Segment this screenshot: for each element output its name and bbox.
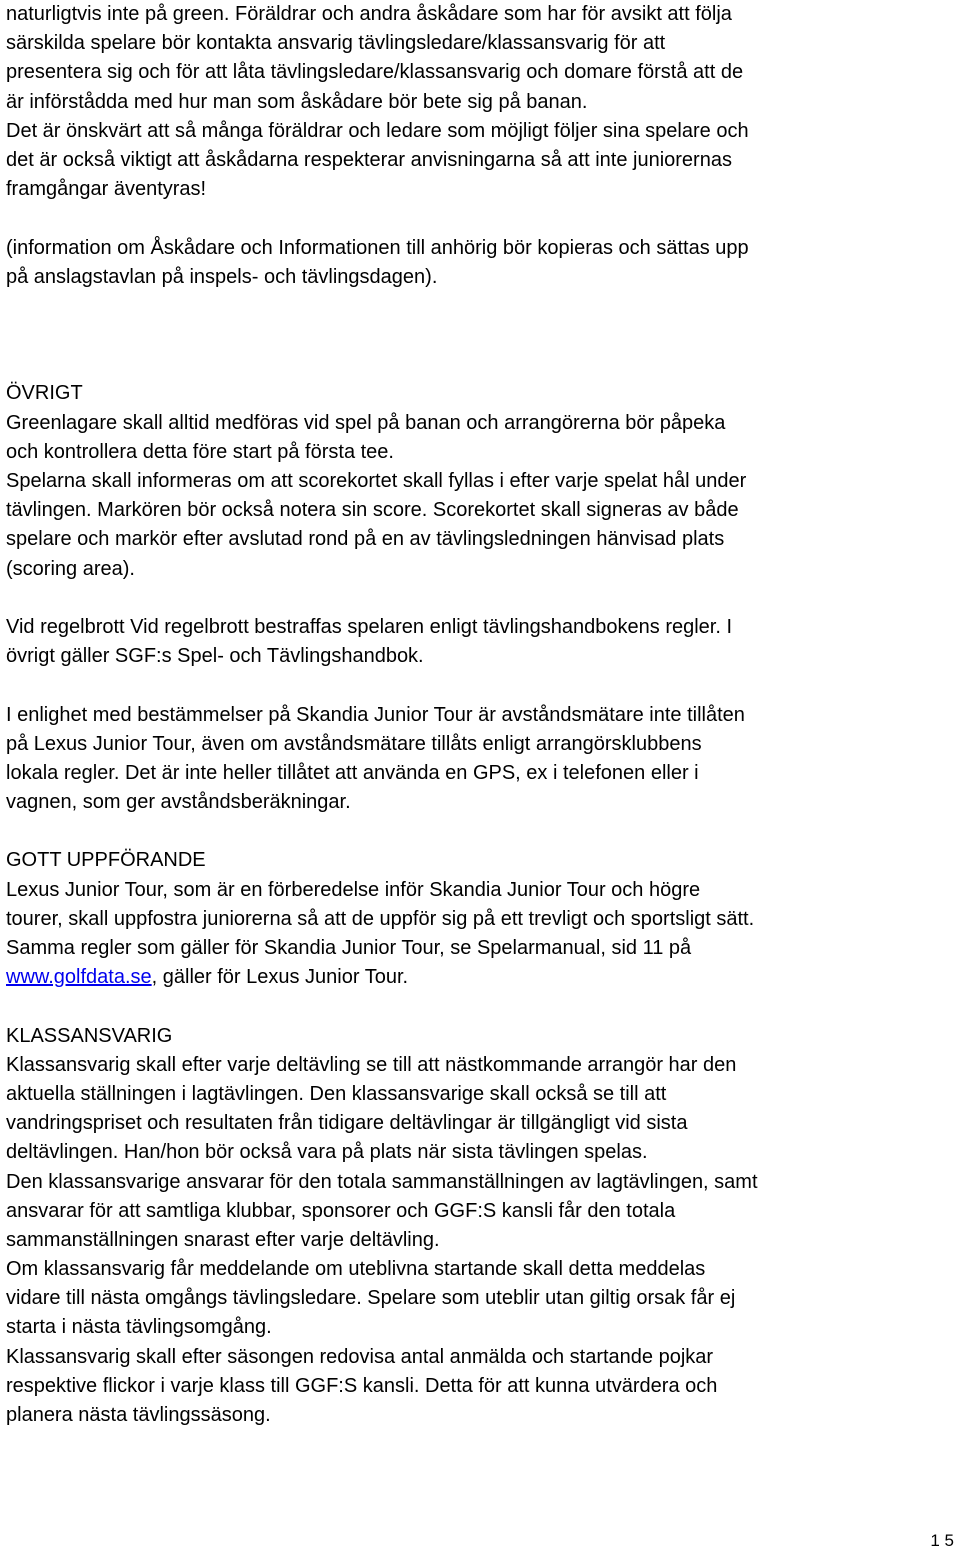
- text-line: vandringspriset och resultaten från tidigare deltävlingar är tillgängligt vid sista: [6, 1112, 688, 1135]
- text-line: respektive flickor i varje klass till GGF:S kansli. Detta för att kunna utvärdera och: [6, 1374, 718, 1397]
- link-trailing-text: , gäller för Lexus Junior Tour.: [151, 966, 409, 989]
- page-number: 1 5: [930, 1531, 954, 1550]
- text-line: Om klassansvarig får meddelande om uteblivna startande skall detta meddelas: [6, 1258, 706, 1281]
- section-heading: KLASSANSVARIG: [6, 1024, 173, 1047]
- text-line: Lexus Junior Tour, som är en förberedelse inför Skandia Junior Tour och högre: [6, 878, 701, 901]
- regelbrott-paragraph: [6, 613, 956, 671]
- text-line: Vid regelbrott Vid regelbrott bestraffas spelaren enligt tävlingshandbokens regler. I: [6, 615, 733, 638]
- text-line: på Lexus Junior Tour, även om avståndsmätare tillåts enligt arrangörsklubbens: [6, 732, 702, 755]
- text-line: starta i nästa tävlingsomgång.: [6, 1316, 272, 1339]
- text-line: vagnen, som ger avståndsberäkningar.: [6, 791, 351, 814]
- text-line: tourer, skall uppfostra juniorerna så att de uppför sig på ett trevligt och sportsligt sätt.: [6, 907, 755, 930]
- section-heading: ÖVRIGT: [6, 382, 83, 405]
- text-line: ansvarar för att samtliga klubbar, sponsorer och GGF:S kansli får den totala: [6, 1199, 676, 1222]
- golfdata-link[interactable]: www.golfdata.se: [6, 966, 152, 989]
- document-page: [6, 0, 956, 1430]
- spacer: [6, 671, 956, 700]
- text-line: planera nästa tävlingssäsong.: [6, 1404, 271, 1427]
- text-line: spelare och markör efter avslutad rond på en av tävlingsledningen hänvisad plats: [6, 528, 725, 551]
- avstandsmatare-paragraph: [6, 701, 956, 818]
- text-line: presentera sig och för att låta tävlingsledare/klassansvarig och domare förstå att de: [6, 61, 744, 84]
- text-line: Det är önskvärt att så många föräldrar och ledare som möjligt följer sina spelare och: [6, 119, 749, 142]
- text-line: aktuella ställningen i lagtävlingen. Den klassansvarige skall också se till att: [6, 1082, 667, 1105]
- section-klassansvarig: [6, 1022, 956, 1431]
- text-line: sammanställningen snarast efter varje deltävling.: [6, 1228, 440, 1251]
- text-line: är införstådda med hur man som åskådare bör bete sig på banan.: [6, 90, 588, 113]
- text-line: tävlingen. Markören bör också notera sin score. Scorekortet skall signeras av både: [6, 499, 739, 522]
- spacer: [6, 350, 956, 379]
- section-heading: GOTT UPPFÖRANDE: [6, 849, 206, 872]
- text-line: I enlighet med bestämmelser på Skandia Junior Tour är avståndsmätare inte tillåten: [6, 703, 745, 726]
- text-line: det är också viktigt att åskådarna respekterar anvisningarna så att inte juniorernas: [6, 148, 732, 171]
- text-line: Klassansvarig skall efter varje deltävling se till att nästkommande arrangör har den: [6, 1053, 737, 1076]
- text-line: särskilda spelare bör kontakta ansvarig tävlingsledare/klassansvarig för att: [6, 32, 666, 55]
- text-line: framgångar äventyras!: [6, 178, 207, 201]
- text-line: Samma regler som gäller för Skandia Junior Tour, se Spelarmanual, sid 11 på: [6, 937, 692, 960]
- text-line: och kontrollera detta före start på första tee.: [6, 440, 394, 463]
- spacer: [6, 292, 956, 350]
- text-line: Klassansvarig skall efter säsongen redovisa antal anmälda och startande pojkar: [6, 1345, 714, 1368]
- spacer: [6, 817, 956, 846]
- text-line: Greenlagare skall alltid medföras vid spel på banan och arrangörerna bör påpeka: [6, 411, 726, 434]
- info-paragraph: [6, 234, 956, 292]
- section-ovrigt: [6, 379, 956, 583]
- text-line: [6, 963, 956, 992]
- spacer: [6, 992, 956, 1021]
- text-line: naturligtvis inte på green. Föräldrar och andra åskådare som har för avsikt att följa: [6, 3, 732, 25]
- text-line: vidare till nästa omgångs tävlingsledare. Spelare som uteblir utan giltig orsak får ej: [6, 1287, 736, 1310]
- text-line: (scoring area).: [6, 557, 135, 580]
- text-line: Den klassansvarige ansvarar för den totala sammanställningen av lagtävlingen, samt: [6, 1170, 758, 1193]
- spacer: [6, 584, 956, 613]
- text-line: lokala regler. Det är inte heller tillåtet att använda en GPS, ex i telefonen eller i: [6, 761, 699, 784]
- text-line: på anslagstavlan på inspels- och tävlingsdagen).: [6, 265, 438, 288]
- text-line: (information om Åskådare och Informationen till anhörig bör kopieras och sättas upp: [6, 236, 749, 259]
- text-line: övrigt gäller SGF:s Spel- och Tävlingshandbok.: [6, 645, 424, 668]
- spacer: [6, 204, 956, 233]
- section-gott-uppforande: [6, 846, 956, 992]
- intro-paragraph: [6, 0, 956, 204]
- text-line: deltävlingen. Han/hon bör också vara på plats när sista tävlingen spelas.: [6, 1141, 648, 1164]
- text-line: Spelarna skall informeras om att scorekortet skall fyllas i efter varje spelat hål under: [6, 470, 747, 493]
